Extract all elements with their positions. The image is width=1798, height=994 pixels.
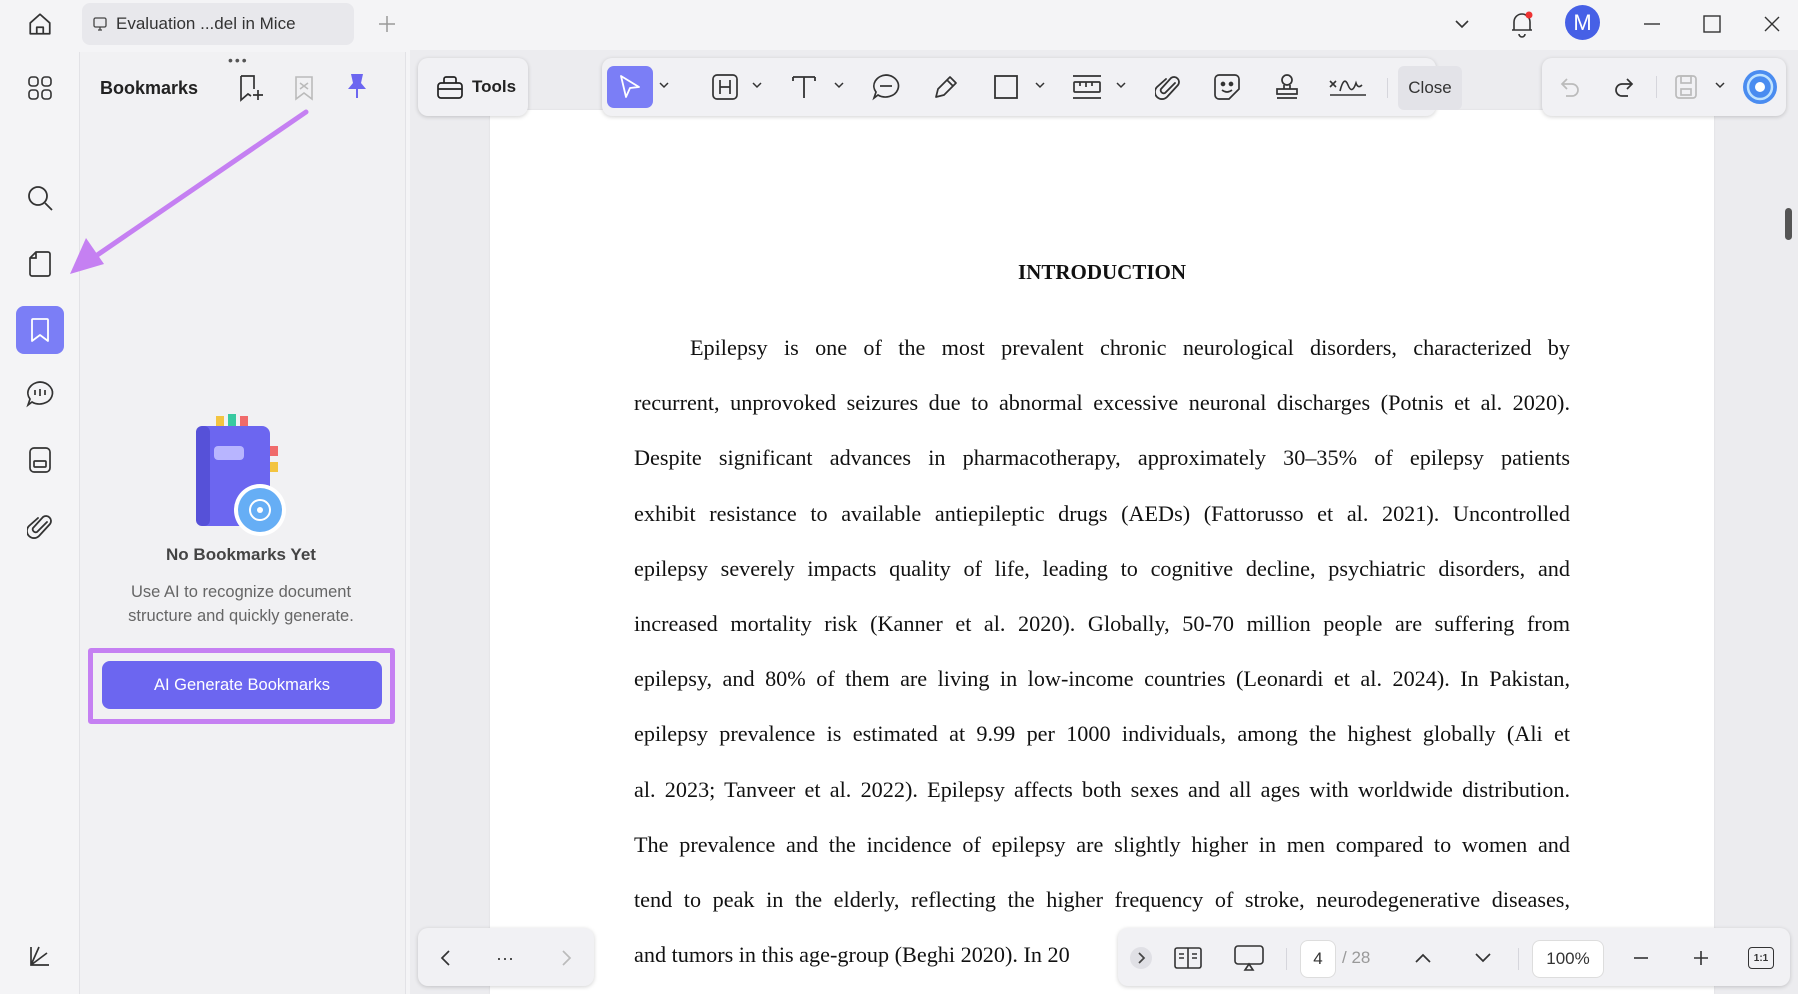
maximize-icon[interactable] <box>1692 6 1732 42</box>
chevron-down-icon[interactable] <box>832 78 846 92</box>
toolbar-divider <box>1286 948 1287 970</box>
shape-tool-icon[interactable] <box>986 66 1026 108</box>
stamp-icon[interactable] <box>1267 66 1307 108</box>
left-rail <box>0 50 78 994</box>
zoom-in-icon[interactable] <box>1684 940 1718 976</box>
form-icon[interactable] <box>16 436 64 484</box>
chevron-down-icon[interactable] <box>1713 78 1727 92</box>
pin-icon[interactable] <box>340 68 374 104</box>
document-line: tend to peak in the elderly, reflecting the higher frequency of stroke, neurodegenerative diseases, <box>634 887 1570 912</box>
ai-generate-bookmarks-button[interactable]: AI Generate Bookmarks <box>102 661 382 709</box>
tools-button[interactable] <box>430 66 522 108</box>
signature-icon[interactable] <box>1326 66 1370 108</box>
chevron-down-icon[interactable] <box>750 78 764 92</box>
pdf-page[interactable] <box>490 110 1714 994</box>
bookmark-book-illustration <box>190 410 290 540</box>
toolbar-divider <box>1656 76 1657 98</box>
attachment-tool-icon[interactable] <box>1148 66 1188 108</box>
forward-icon[interactable] <box>552 940 580 976</box>
ai-assistant-icon[interactable] <box>1740 66 1780 108</box>
chevron-down-icon[interactable] <box>1114 78 1128 92</box>
highlight-heading-icon[interactable] <box>705 66 745 108</box>
sticker-icon[interactable] <box>1207 66 1247 108</box>
undo-icon[interactable] <box>1552 66 1588 108</box>
document-line: epilepsy prevalence is estimated at 9.99 per 1000 individuals, among the highest globally (Ali et <box>634 721 1570 746</box>
document-line: recurrent, unprovoked seizures due to abnormal excessive neuronal discharges (Potnis et al. 2020). <box>634 390 1570 415</box>
close-toolbar-button[interactable]: Close <box>1398 66 1462 110</box>
empty-state-title: No Bookmarks Yet <box>166 545 316 564</box>
text-tool-icon[interactable] <box>784 66 824 108</box>
document-line: and tumors in this age-group (Beghi 2020). In 20 <box>634 942 1070 967</box>
collapse-icon[interactable] <box>1128 940 1154 976</box>
more-options-button[interactable]: ··· <box>496 947 514 968</box>
page-heading: INTRODUCTION <box>1017 260 1187 284</box>
chevron-down-icon[interactable] <box>1033 78 1047 92</box>
zoom-level-input[interactable]: 100% <box>1532 940 1604 978</box>
toolbox-icon <box>436 74 464 100</box>
reading-mode-icon[interactable] <box>1170 940 1206 976</box>
next-page-icon[interactable] <box>1466 940 1500 976</box>
save-icon[interactable] <box>1668 66 1704 108</box>
actual-size-label: 1:1 <box>1748 947 1774 969</box>
notification-bell-icon[interactable] <box>1502 4 1542 44</box>
document-tab-icon <box>92 16 108 32</box>
chevron-down-icon[interactable] <box>1442 6 1482 42</box>
panel-grip-handle[interactable]: ••• <box>228 52 249 68</box>
scrollbar-thumb[interactable] <box>1785 208 1792 240</box>
document-line: increased mortality risk (Kanner et al. 2020). Globally, 50-70 million people are suffering from <box>634 611 1570 636</box>
document-line: Epilepsy is one of the most prevalent chronic neurological disorders, characterized by <box>690 335 1570 360</box>
back-icon[interactable] <box>432 940 460 976</box>
search-icon[interactable] <box>16 174 64 222</box>
empty-state-description: Use AI to recognize document structure and quickly generate. <box>128 583 354 625</box>
toolbar-divider <box>1387 78 1388 98</box>
page-total: / 28 <box>1342 948 1371 967</box>
document-line: epilepsy, and 80% of them are living in low-income countries (Leonardi et al. 2024). In Pakistan, <box>634 666 1570 691</box>
delete-bookmark-icon[interactable] <box>287 70 321 106</box>
document-tab-title: Evaluation ...del in Mice <box>116 14 296 33</box>
document-tab[interactable] <box>82 3 354 45</box>
comment-icon[interactable] <box>16 370 64 418</box>
layers-icon[interactable] <box>16 932 64 980</box>
chevron-down-icon[interactable] <box>657 78 671 92</box>
measure-tool-icon[interactable] <box>1066 66 1108 108</box>
home-icon[interactable] <box>20 6 60 42</box>
zoom-out-icon[interactable] <box>1624 940 1658 976</box>
actual-size-icon[interactable] <box>1744 940 1778 976</box>
page-number-input[interactable]: 4 <box>1300 940 1336 978</box>
panel-title: Bookmarks <box>100 78 199 98</box>
avatar[interactable]: M <box>1565 5 1600 40</box>
document-line: The prevalence and the incidence of epilepsy are slightly higher in men compared to women and <box>634 832 1570 857</box>
new-tab-button[interactable] <box>370 6 404 42</box>
add-bookmark-icon[interactable] <box>234 70 268 106</box>
select-cursor-icon[interactable] <box>607 66 653 108</box>
document-line: al. 2023; Tanveer et al. 2022). Epilepsy affects both sexes and all ages with worldwide distribution. <box>634 777 1570 802</box>
redo-icon[interactable] <box>1606 66 1642 108</box>
minimize-icon[interactable] <box>1632 6 1672 42</box>
document-line: exhibit resistance to available antiepileptic drugs (AEDs) (Fattorusso et al. 2021). Uncontrolled <box>634 501 1570 526</box>
attachment-icon[interactable] <box>16 502 64 550</box>
previous-page-icon[interactable] <box>1406 940 1440 976</box>
document-line: epilepsy severely impacts quality of life, leading to cognitive decline, psychiatric disorders, and <box>634 556 1570 581</box>
tools-label: Tools <box>472 77 517 96</box>
pen-tool-icon[interactable] <box>926 66 966 108</box>
close-window-icon[interactable] <box>1752 6 1792 42</box>
thumbnails-icon[interactable] <box>16 64 64 112</box>
bookmark-icon[interactable] <box>16 306 64 354</box>
toolbar-divider <box>1518 948 1519 970</box>
comment-tool-icon[interactable] <box>866 66 906 108</box>
presentation-icon[interactable] <box>1230 940 1268 976</box>
document-line: Despite significant advances in pharmacotherapy, approximately 30–35% of epilepsy patients <box>634 445 1570 470</box>
page-icon[interactable] <box>16 240 64 288</box>
